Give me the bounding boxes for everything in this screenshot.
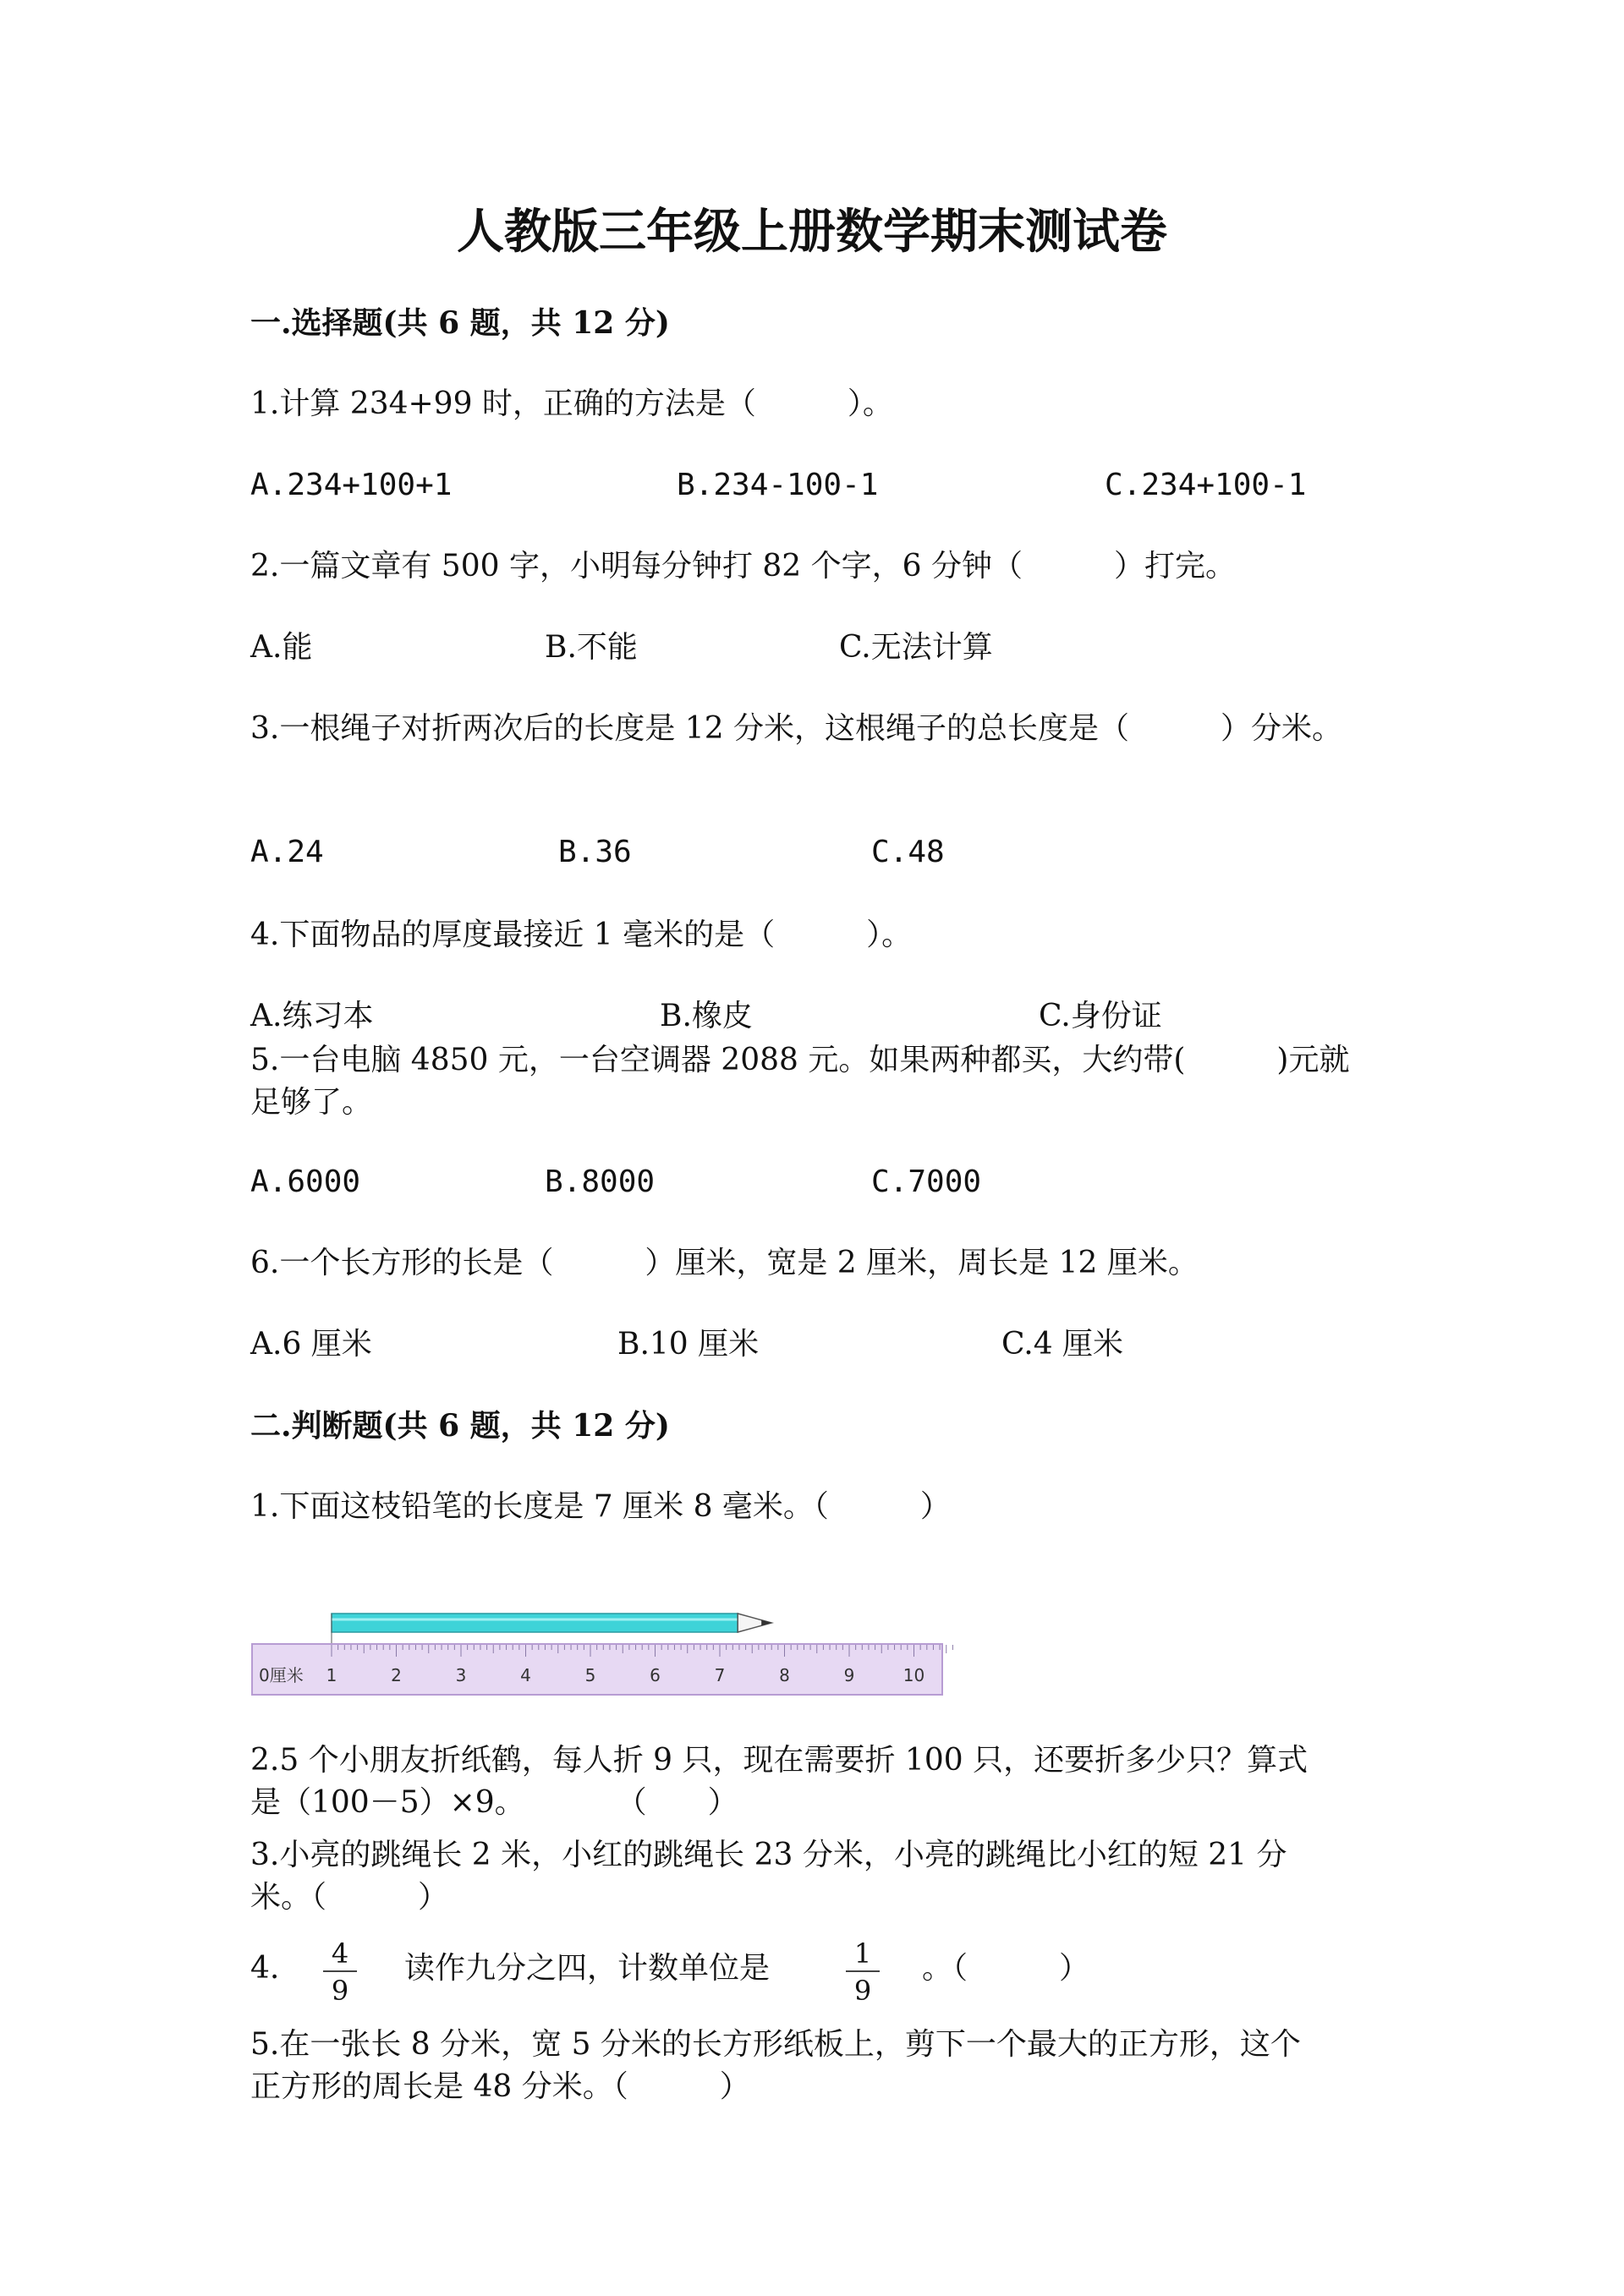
question-2-2-line1: 2.5 个小朋友折纸鹤，每人折 9 只，现在需要折 100 只，还要折多少只？算式 — [250, 1743, 1309, 1778]
option-1-5-a: A.6000 — [250, 1164, 361, 1199]
fraction-numerator: 4 — [323, 1940, 357, 1972]
ruler-image — [252, 1644, 957, 1695]
question-2-3-line2: 米。（ ） — [250, 1880, 449, 1915]
ruler-body — [252, 1644, 942, 1695]
question-1-4: 4.下面物品的厚度最接近 1 毫米的是（ ）。 — [250, 918, 913, 952]
fraction-four-ninths — [323, 1937, 357, 2007]
fraction-one-ninth — [846, 1937, 880, 2007]
question-2-3-line1: 3.小亮的跳绳长 2 米，小红的跳绳长 23 分米，小亮的跳绳比小红的短 21 分 — [250, 1838, 1287, 1872]
pencil-body — [332, 1614, 738, 1632]
ruler-zero-label: 0厘米 — [259, 1665, 304, 1685]
question-2-1: 1.下面这枝铅笔的长度是 7 厘米 8 毫米。（ ） — [250, 1489, 951, 1524]
ruler-number-label: 8 — [779, 1665, 790, 1685]
option-1-1-c: C.234+100-1 — [1105, 468, 1307, 502]
pencil-lead — [761, 1620, 771, 1626]
option-1-6-a: A.6 厘米 — [250, 1327, 372, 1362]
option-1-5-b: B.8000 — [545, 1164, 656, 1199]
ruler-pencil-figure — [250, 1597, 957, 1698]
ruler-number-label: 4 — [520, 1665, 531, 1685]
option-1-1-b: B.234-100-1 — [677, 468, 879, 502]
question-1-3: 3.一根绳子对折两次后的长度是 12 分米，这根绳子的总长度是（ ）分米。 — [250, 711, 1343, 746]
option-1-3-b: B.36 — [558, 835, 632, 869]
option-1-6-b: B.10 厘米 — [617, 1327, 760, 1362]
option-1-2-a: A.能 — [250, 630, 313, 665]
question-1-2: 2.一篇文章有 500 字，小明每分钟打 82 个字，6 分钟（ ）打完。 — [250, 549, 1236, 584]
option-1-4-b: B.橡皮 — [660, 999, 753, 1033]
question-1-5-line1: 5.一台电脑 4850 元，一台空调器 2088 元。如果两种都买，大约带( )元就 — [250, 1043, 1350, 1077]
fraction-denominator: 9 — [853, 1975, 872, 2007]
question-1-6: 6.一个长方形的长是（ ）厘米，宽是 2 厘米，周长是 12 厘米。 — [250, 1246, 1199, 1280]
question-2-5-line2: 正方形的周长是 48 分米。（ ） — [250, 2069, 750, 2104]
question-2-2-line2: 是（100－5）×9。 （ ） — [250, 1785, 738, 1820]
fraction-numerator: 1 — [846, 1940, 880, 1972]
question-2-4-suffix: 。（ ） — [922, 1951, 1090, 1986]
ruler-number-label: 5 — [584, 1665, 596, 1685]
option-1-6-c: C.4 厘米 — [1001, 1327, 1124, 1362]
question-2-4-prefix: 4. — [250, 1951, 280, 1986]
ruler-number-label: 10 — [903, 1665, 925, 1685]
fraction-denominator: 9 — [331, 1975, 349, 2007]
question-2-5-line1: 5.在一张长 8 分米，宽 5 分米的长方形纸板上，剪下一个最大的正方形，这个 — [250, 2027, 1301, 2062]
option-1-3-c: C.48 — [871, 835, 945, 869]
ruler-number-label: 3 — [455, 1665, 467, 1685]
option-1-2-c: C.无法计算 — [839, 630, 993, 665]
option-1-4-c: C.身份证 — [1039, 999, 1162, 1033]
question-2-4-text: 读作九分之四，计数单位是 — [404, 1951, 771, 1986]
option-1-4-a: A.练习本 — [250, 999, 374, 1033]
question-1-1: 1.计算 234+99 时，正确的方法是（ ）。 — [250, 386, 893, 421]
ruler-number-label: 7 — [714, 1665, 726, 1685]
option-1-1-a: A.234+100+1 — [250, 468, 453, 502]
pencil-image — [332, 1614, 771, 1644]
option-1-2-b: B.不能 — [545, 630, 638, 665]
ruler-number-label: 6 — [650, 1665, 661, 1685]
page-title: 人教版三年级上册数学期末测试卷 — [457, 204, 1167, 260]
section-heading-judgement: 二.判断题(共 6 题，共 12 分) — [250, 1408, 670, 1444]
option-1-3-a: A.24 — [250, 835, 324, 869]
ruler-number-label: 2 — [391, 1665, 402, 1685]
ruler-number-label: 1 — [326, 1665, 337, 1685]
section-heading-choice: 一.选择题(共 6 题，共 12 分) — [250, 305, 670, 341]
ruler-number-label: 9 — [843, 1665, 855, 1685]
option-1-5-c: C.7000 — [871, 1164, 982, 1199]
question-1-5-line2: 足够了。 — [250, 1085, 373, 1120]
